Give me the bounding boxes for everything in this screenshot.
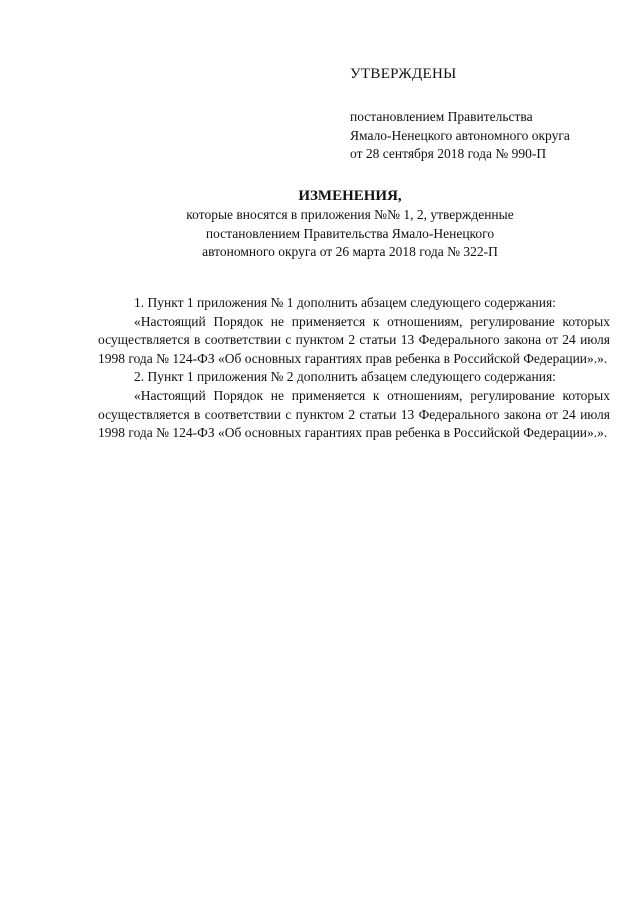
paragraph-item-2: 2. Пункт 1 приложения № 2 дополнить абзацем следующего содержания: [134,369,556,385]
approval-details [350,108,620,164]
document-title: ИЗМЕНЕНИЯ, [298,188,402,204]
approval-line: Ямало-Ненецкого автономного округа [350,127,570,143]
paragraph-quote-2: «Настоящий Порядок не применяется к отношениям, регулирование которых осуществляется в соответствии с пунктом 2 статьи 13 Федерального закона от 24 июля 1998 года № 124-ФЗ «Об основных гарантиях прав ребенка в Российской Федерации».». [98,387,610,441]
approval-title: УТВЕРЖДЕНЫ [350,66,457,82]
paragraph-item-1: 1. Пункт 1 приложения № 1 дополнить абзацем следующего содержания: [134,295,556,310]
approval-line: постановлением Правительства [350,109,533,124]
subtitle-line: постановлением Правительства Ямало-Ненецкого [205,225,495,241]
document-body [98,294,610,443]
document-subtitle [120,206,580,262]
document-heading [120,186,580,262]
approval-block [350,64,620,164]
paragraph-quote-1: «Настоящий Порядок не применяется к отношениям, регулирование которых осуществляется в соответствии с пунктом 2 статьи 13 Федерального закона от 24 июля 1998 года № 124-ФЗ «Об основных гарантиях прав ребенка в Российской Федерации».». [98,313,610,366]
subtitle-line: автономного округа от 26 марта 2018 года № 322-П [202,244,498,259]
approval-line: от 28 сентября 2018 года № 990-П [350,146,547,161]
subtitle-line: которые вносятся в приложения №№ 1, 2, утвержденные [186,207,514,222]
